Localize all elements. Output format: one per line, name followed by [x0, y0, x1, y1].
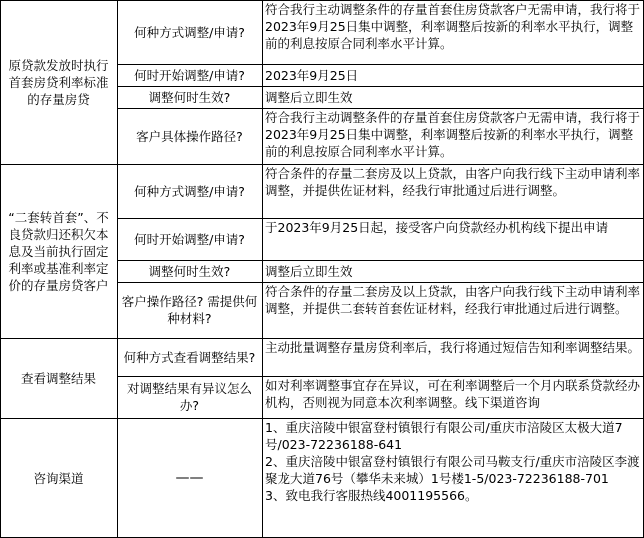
row-divider — [117, 108, 644, 109]
question-cell: 调整何时生效? — [148, 263, 231, 279]
answer-cell: 2023年9月25日 — [265, 68, 359, 83]
row-divider — [117, 260, 644, 261]
answer-cell: 符合条件的存量二套房及以上贷款，由客户向我行线下主动申请利率调整，并提供佐证材料，经我行审批通过后进行调整。 — [265, 166, 641, 198]
question-cell: 何种方式调整/申请? — [134, 183, 245, 199]
question-cell: 客户具体操作路径? — [136, 128, 243, 144]
category-cell: “二套转首套”、不良贷款归还积欠本息及当前执行固定利率或基准利率定价的存量房贷客户 — [8, 209, 109, 293]
answer-cell: 符合我行主动调整条件的存量首套住房贷款客户无需申请，我行将于2023年9月25日集中调整，利率调整后按新的利率水平执行，调整前的利息按原合同利率水平计算。 — [265, 110, 641, 159]
question-cell: 何时开始调整/申请? — [134, 231, 245, 247]
answer-cell: 调整后立即生效 — [265, 90, 353, 105]
empty-dash-cell: —— — [175, 469, 204, 486]
table-border-left — [0, 0, 1, 538]
section-divider — [0, 164, 644, 165]
answer-cell: 主动批量调整存量房贷利率后，我行将通过短信告知利率调整结果。 — [265, 340, 641, 355]
answer-cell: 如对利率调整事宜存在异议，可在利率调整后一个月内联系贷款经办机构，否则视为同意本次利率调整。线下渠道咨询 — [265, 378, 641, 410]
column-divider — [117, 0, 118, 538]
section-divider — [0, 338, 644, 339]
category-cell: 咨询渠道 — [33, 470, 84, 486]
row-divider — [117, 376, 644, 377]
category-cell: 原贷款发放时执行首套房贷利率标准的存量房贷 — [8, 57, 109, 107]
question-cell: 调整何时生效? — [148, 89, 231, 105]
answer-cell: 符合条件的存量二套房及以上贷款，由客户向我行线下主动申请利率调整，并提供二套转首套佐证材料，经我行审批通过后进行调整。 — [265, 284, 641, 316]
answer-cell: 调整后立即生效 — [265, 264, 353, 279]
category-cell: 查看调整结果 — [20, 370, 96, 386]
row-divider — [117, 86, 644, 87]
section-divider — [0, 418, 644, 419]
row-divider — [117, 218, 644, 219]
question-cell: 对调整结果有异议怎么办? — [126, 381, 252, 413]
table-border-top — [0, 0, 644, 1]
answer-cell: 符合我行主动调整条件的存量首套住房贷款客户无需申请，我行将于2023年9月25日集中调整，利率调整后按新的利率水平执行，调整前的利息按原合同利率水平计算。 — [265, 2, 641, 51]
row-divider — [117, 64, 644, 65]
row-divider — [117, 282, 644, 283]
question-cell: 客户操作路径? 需提供何种材料? — [121, 294, 258, 326]
question-cell: 何种方式查看调整结果? — [123, 349, 256, 365]
question-cell: 何时开始调整/申请? — [134, 67, 245, 83]
question-cell: 何种方式调整/申请? — [134, 24, 245, 40]
column-divider — [262, 0, 263, 538]
contact-list-cell: 1、重庆涪陵中银富登村镇银行有限公司/重庆市涪陵区太极大道7号/023-72236188-641 2、重庆涪陵中银富登村镇银行有限公司马鞍支行/重庆市涪陵区李渡聚龙大道76号（攀华未来城）1号楼1-5/023-72236188-701 3、致电我行客服热线4001195566。 — [265, 420, 640, 503]
answer-cell: 于2023年9月25日起，接受客户向贷款经办机构线下提出申请 — [265, 220, 609, 235]
